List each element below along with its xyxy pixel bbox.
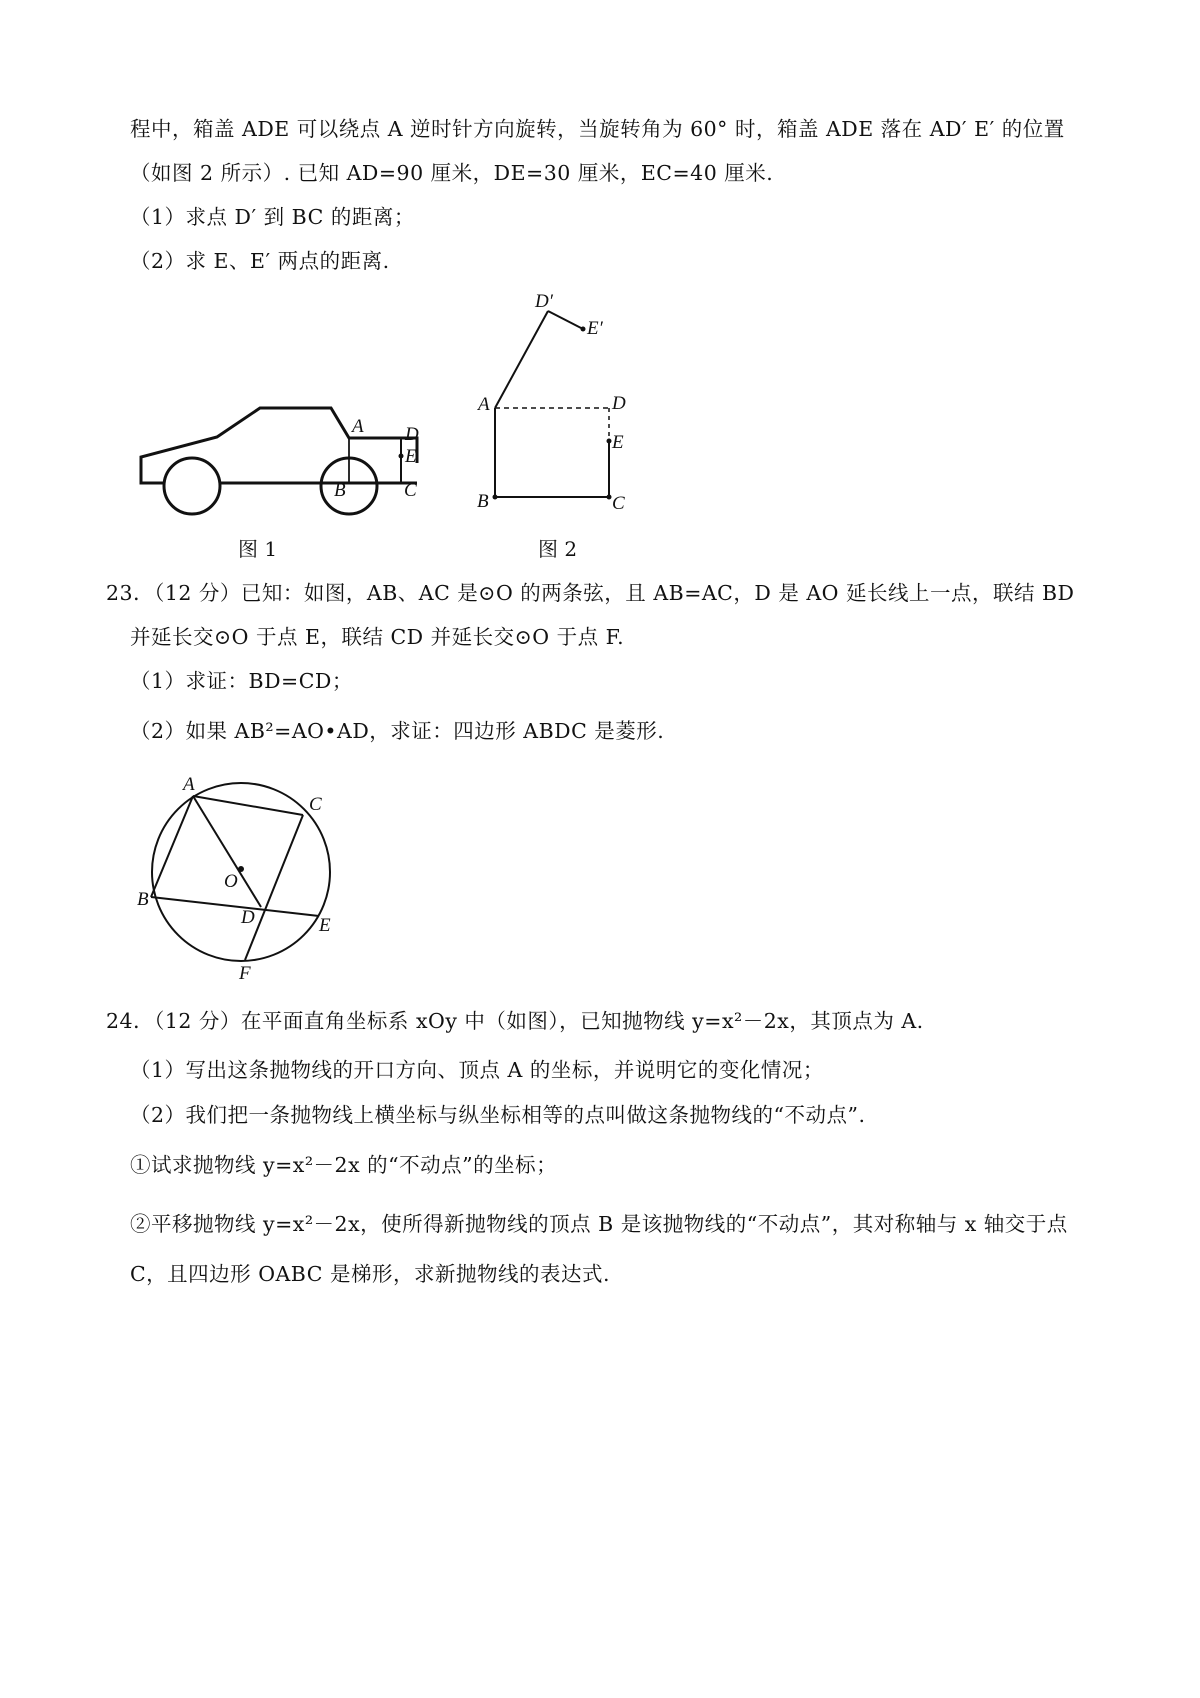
- fig2-label-e: E: [612, 432, 624, 453]
- q24-sub-2-line-1: ②平移抛物线 y=x²－2x，使所得新抛物线的顶点 B 是该抛物线的“不动点”，其对称轴与 x 轴交于点: [130, 1212, 1068, 1236]
- q24-part-1: （1）写出这条抛物线的开口方向、顶点 A 的坐标，并说明它的变化情况；: [130, 1058, 824, 1082]
- q24-sub-1: ①试求抛物线 y=x²－2x 的“不动点”的坐标；: [130, 1153, 558, 1177]
- q22-text-line-2: （如图 2 所示）. 已知 AD=90 厘米，DE=30 厘米，EC=40 厘米.: [130, 161, 774, 185]
- q22-text-line-1: 程中，箱盖 ADE 可以绕点 A 逆时针方向旋转，当旋转角为 60° 时，箱盖 ADE 落在 AD′ E′ 的位置: [130, 117, 1065, 141]
- fig2-label-a: A: [478, 394, 490, 415]
- q23-label-d: D: [241, 907, 255, 928]
- q23-label-f: F: [239, 963, 251, 984]
- q22-figure-1-caption: 图 1: [238, 537, 278, 561]
- q23-text-line-1: 23．（12 分）已知：如图，AB、AC 是⊙O 的两条弦，且 AB=AC，D 是 AO 延长线上一点，联结 BD: [106, 581, 1075, 605]
- q23-label-c: C: [309, 794, 322, 815]
- q23-label-a: A: [183, 774, 195, 795]
- q24-text-line-1: 24．（12 分）在平面直角坐标系 xOy 中（如图），已知抛物线 y=x²－2x，其顶点为 A.: [106, 1009, 924, 1033]
- q24-sub-2-line-2: C，且四边形 OABC 是梯形，求新抛物线的表达式.: [130, 1262, 610, 1286]
- center-o: [238, 866, 244, 872]
- line-be: [151, 897, 319, 916]
- fig1-label-d: D: [405, 424, 419, 445]
- chord-ab: [151, 796, 193, 897]
- chord-ac: [193, 796, 303, 815]
- q23-text-line-2: 并延长交⊙O 于点 E，联结 CD 并延长交⊙O 于点 F.: [130, 625, 625, 649]
- q23-label-e: E: [319, 915, 331, 936]
- fig2-label-d-prime: D′: [535, 291, 553, 312]
- q24-part-2: （2）我们把一条抛物线上横坐标与纵坐标相等的点叫做这条抛物线的“不动点”.: [130, 1103, 866, 1127]
- q23-part-1: （1）求证：BD=CD；: [130, 669, 353, 693]
- q23-part-2: （2）如果 AB²=AO•AD，求证：四边形 ABDC 是菱形.: [130, 719, 665, 743]
- fig2-label-e-prime: E′: [587, 318, 603, 339]
- fig1-label-b: B: [334, 480, 346, 501]
- q23-label-o: O: [224, 871, 238, 892]
- q22-part-2: （2）求 E、E′ 两点的距离.: [130, 249, 390, 273]
- fig1-label-c: C: [404, 480, 417, 501]
- fig1-label-e: E: [405, 446, 417, 467]
- fig2-label-b: B: [477, 491, 489, 512]
- q23-label-b: B: [137, 889, 149, 910]
- line-cf: [245, 815, 303, 960]
- fig2-label-d: D: [612, 393, 626, 414]
- q22-part-1: （1）求点 D′ 到 BC 的距离；: [130, 205, 415, 229]
- fig2-label-c: C: [612, 493, 625, 514]
- fig1-label-a: A: [352, 416, 364, 437]
- q22-figure-2-caption: 图 2: [538, 537, 578, 561]
